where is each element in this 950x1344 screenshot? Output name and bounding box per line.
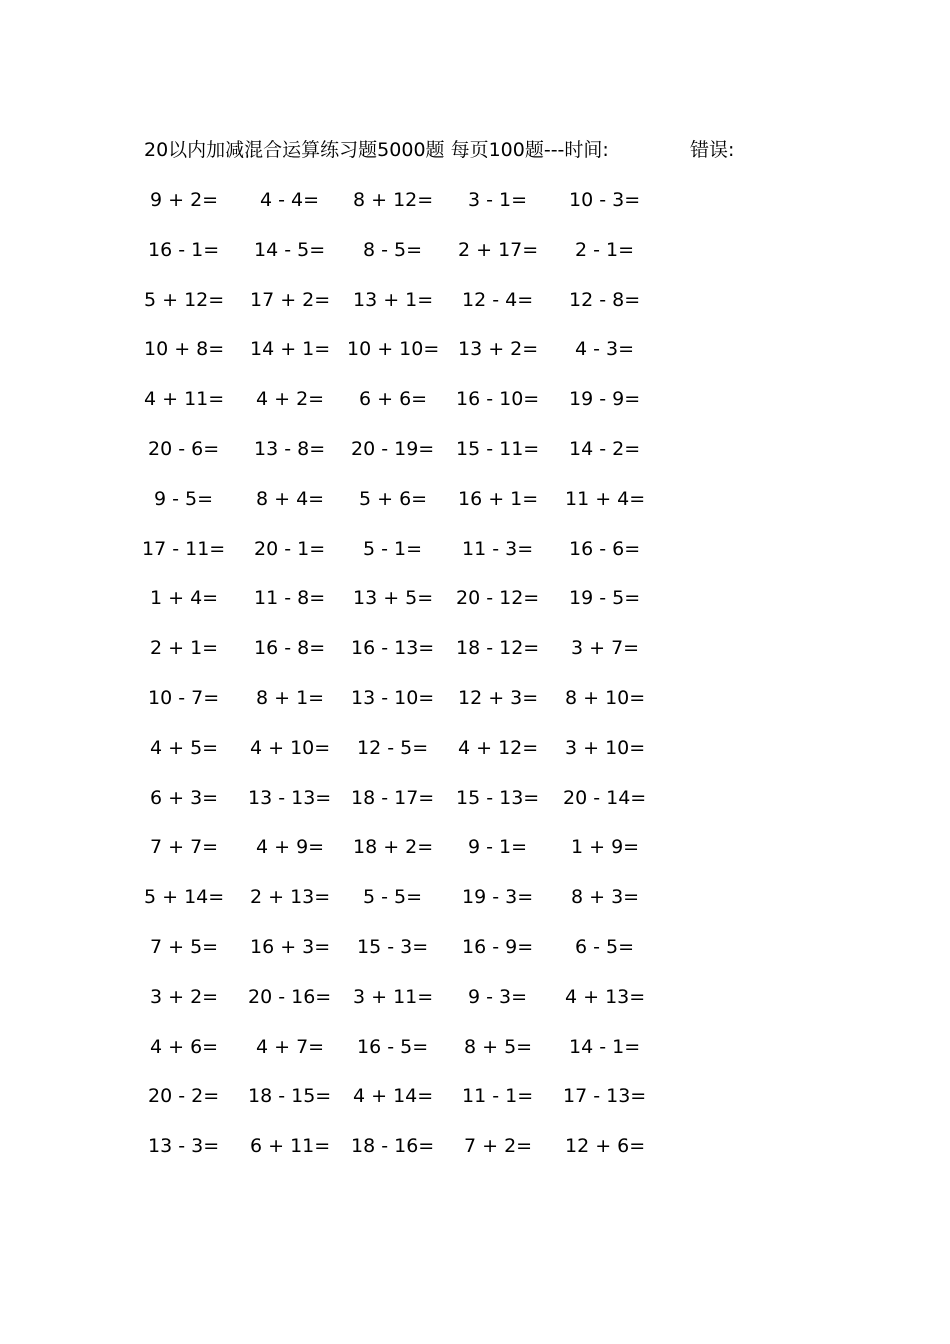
math-problem: 6 + 11= [250, 1135, 331, 1158]
math-problem: 14 - 5= [254, 238, 326, 261]
problem-row [0, 185, 950, 215]
math-problem: 7 + 5= [150, 936, 219, 958]
math-problem: 5 - 5= [363, 886, 423, 909]
math-problem: 16 - 8= [254, 637, 326, 660]
math-problem: 8 + 12= [353, 189, 434, 211]
math-problem: 6 + 6= [359, 388, 428, 411]
math-problem: 13 - 13= [248, 786, 332, 809]
worksheet-title: 20以内加减混合运算练习题5000题 每页100题---时间: [144, 139, 609, 161]
math-problem: 19 - 3= [462, 886, 534, 909]
math-problem: 16 - 10= [456, 388, 540, 411]
math-problem: 14 - 1= [569, 1035, 641, 1058]
math-problem: 12 - 5= [357, 736, 429, 759]
math-problem: 14 + 1= [250, 338, 331, 361]
problem-row [0, 434, 950, 464]
math-problem: 2 + 17= [458, 238, 539, 261]
math-problem: 17 - 11= [142, 537, 226, 560]
math-problem: 13 - 8= [254, 438, 326, 460]
math-problem: 13 + 5= [353, 587, 434, 610]
math-problem: 9 - 1= [468, 836, 528, 859]
math-problem: 10 - 3= [569, 189, 641, 211]
math-problem: 3 - 1= [468, 189, 528, 211]
math-problem: 14 - 2= [569, 438, 641, 460]
math-problem: 4 + 7= [256, 1035, 325, 1058]
math-problem: 11 - 8= [254, 587, 326, 610]
math-problem: 8 + 3= [571, 886, 640, 909]
math-problem: 13 + 2= [458, 338, 539, 361]
problem-row [0, 384, 950, 414]
math-problem: 20 - 2= [148, 1085, 220, 1108]
math-problem: 2 + 13= [250, 886, 331, 909]
math-problem: 5 - 1= [363, 537, 423, 560]
math-problem: 10 - 7= [148, 687, 220, 709]
problem-row [0, 1032, 950, 1062]
math-problem: 16 - 6= [569, 537, 641, 560]
math-problem: 16 + 1= [458, 487, 539, 510]
math-problem: 4 + 10= [250, 736, 331, 759]
math-problem: 20 - 1= [254, 537, 326, 560]
math-problem: 12 - 8= [569, 288, 641, 311]
math-problem: 5 + 12= [144, 288, 225, 311]
math-problem: 8 + 5= [464, 1035, 533, 1058]
math-problem: 12 - 4= [462, 288, 534, 311]
math-problem: 12 + 6= [565, 1135, 646, 1158]
problem-row [0, 1081, 950, 1111]
math-problem: 8 + 4= [256, 487, 325, 510]
problem-row [0, 235, 950, 265]
math-problem: 20 - 12= [456, 587, 540, 610]
math-problem: 17 + 2= [250, 288, 331, 311]
problem-row [0, 683, 950, 713]
math-problem: 17 - 13= [563, 1085, 647, 1108]
math-problem: 2 - 1= [575, 238, 635, 261]
problem-row [0, 1131, 950, 1161]
math-problem: 20 - 19= [351, 438, 435, 460]
math-problem: 18 - 12= [456, 637, 540, 660]
math-problem: 4 - 4= [260, 189, 320, 211]
math-problem: 11 - 1= [462, 1085, 534, 1108]
math-problem: 5 + 14= [144, 886, 225, 909]
math-problem: 6 + 3= [150, 786, 219, 809]
math-problem: 20 - 6= [148, 438, 220, 460]
math-problem: 9 - 3= [468, 985, 528, 1008]
math-problem: 13 - 10= [351, 687, 435, 709]
math-problem: 19 - 9= [569, 388, 641, 411]
math-problem: 16 - 9= [462, 936, 534, 958]
math-problem: 19 - 5= [569, 587, 641, 610]
math-problem: 16 - 13= [351, 637, 435, 660]
math-problem: 3 + 11= [353, 985, 434, 1008]
math-problem: 18 - 15= [248, 1085, 332, 1108]
math-problem: 16 - 1= [148, 238, 220, 261]
math-problem: 16 + 3= [250, 936, 331, 958]
math-problem: 4 - 3= [575, 338, 635, 361]
math-problem: 4 + 9= [256, 836, 325, 859]
math-problem: 8 - 5= [363, 238, 423, 261]
math-problem: 12 + 3= [458, 687, 539, 709]
math-problem: 1 + 4= [150, 587, 219, 610]
problem-row [0, 583, 950, 613]
math-problem: 10 + 10= [347, 338, 440, 361]
math-problem: 3 + 7= [571, 637, 640, 660]
math-problem: 11 - 3= [462, 537, 534, 560]
math-problem: 4 + 13= [565, 985, 646, 1008]
math-problem: 7 + 2= [464, 1135, 533, 1158]
math-problem: 7 + 7= [150, 836, 219, 859]
problem-row [0, 633, 950, 663]
math-problem: 15 - 11= [456, 438, 540, 460]
problem-row [0, 783, 950, 813]
math-problem: 4 + 11= [144, 388, 225, 411]
math-problem: 20 - 16= [248, 985, 332, 1008]
problem-row [0, 285, 950, 315]
math-problem: 10 + 8= [144, 338, 225, 361]
math-problem: 4 + 12= [458, 736, 539, 759]
math-problem: 5 + 6= [359, 487, 428, 510]
problem-row [0, 982, 950, 1012]
math-problem: 11 + 4= [565, 487, 646, 510]
math-problem: 1 + 9= [571, 836, 640, 859]
math-problem: 9 + 2= [150, 189, 219, 211]
math-problem: 15 - 13= [456, 786, 540, 809]
math-problem: 16 - 5= [357, 1035, 429, 1058]
math-problem: 4 + 6= [150, 1035, 219, 1058]
math-problem: 18 - 16= [351, 1135, 435, 1158]
problem-row [0, 832, 950, 862]
math-problem: 3 + 10= [565, 736, 646, 759]
math-problem: 9 - 5= [154, 487, 214, 510]
problem-row [0, 932, 950, 962]
math-problem: 15 - 3= [357, 936, 429, 958]
math-problem: 20 - 14= [563, 786, 647, 809]
math-problem: 18 + 2= [353, 836, 434, 859]
math-problem: 4 + 14= [353, 1085, 434, 1108]
problem-row [0, 334, 950, 364]
math-problem: 18 - 17= [351, 786, 435, 809]
problem-row [0, 882, 950, 912]
math-problem: 6 - 5= [575, 936, 635, 958]
math-problem: 4 + 2= [256, 388, 325, 411]
math-problem: 8 + 10= [565, 687, 646, 709]
problem-row [0, 733, 950, 763]
math-problem: 13 - 3= [148, 1135, 220, 1158]
math-problem: 8 + 1= [256, 687, 325, 709]
math-problem: 2 + 1= [150, 637, 219, 660]
math-problem: 3 + 2= [150, 985, 219, 1008]
math-problem: 13 + 1= [353, 288, 434, 311]
problem-row [0, 534, 950, 564]
errors-label: 错误: [690, 139, 735, 161]
math-problem: 4 + 5= [150, 736, 219, 759]
problem-row [0, 484, 950, 514]
